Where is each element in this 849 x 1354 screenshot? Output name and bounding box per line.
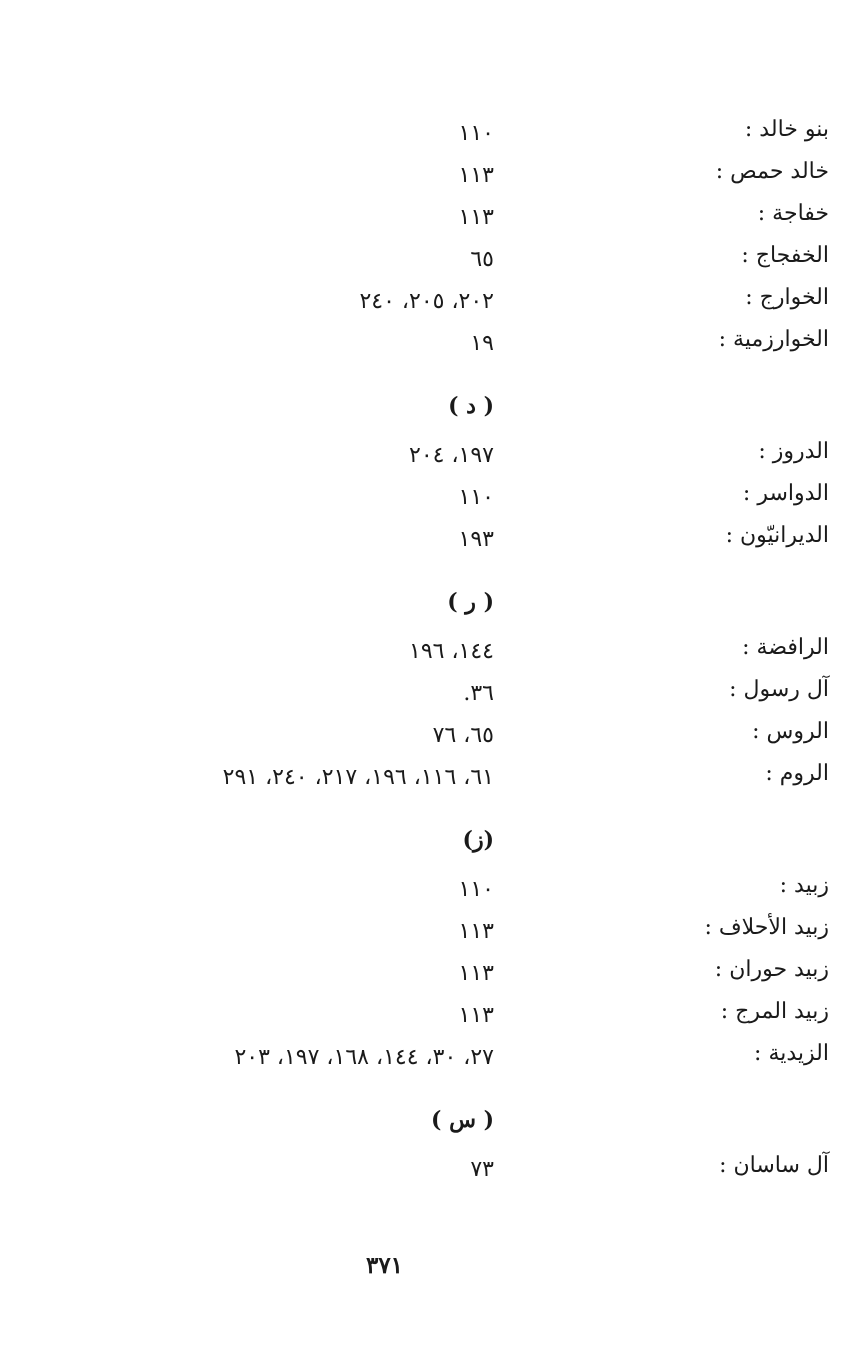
entry-term: زبيد الأحلاف : xyxy=(704,915,829,940)
entry-page-refs: ٢٧، ٣٠، ١٤٤، ١٦٨، ١٩٧، ٢٠٣ xyxy=(234,1045,494,1070)
entry-page-refs: ١١٣ xyxy=(458,1003,494,1028)
index-entry xyxy=(0,432,849,474)
entry-page-refs: ١١٠ xyxy=(458,121,494,146)
entry-page-refs: ١١٣ xyxy=(458,961,494,986)
entry-page-refs: ١١٠ xyxy=(458,877,494,902)
index-entry xyxy=(0,110,849,152)
entry-term: الخوارزمية : xyxy=(718,327,829,352)
entry-term: الخوارج : xyxy=(745,285,829,310)
entry-page-refs: ١٩٣ xyxy=(458,527,494,552)
index-entry xyxy=(0,866,849,908)
entry-page-refs: ١١٠ xyxy=(458,485,494,510)
entry-term: الخفجاج : xyxy=(741,243,829,268)
entry-page-refs: ١٩ xyxy=(470,331,494,356)
section-letter: (ز) xyxy=(462,827,494,853)
index-entry xyxy=(0,754,849,796)
entry-term: آل رسول : xyxy=(729,677,829,702)
section-letter: ( ر ) xyxy=(447,589,494,615)
entry-term: الديرانيّون : xyxy=(725,523,829,548)
entry-page-refs: ٦٥ xyxy=(470,247,494,272)
index-entry xyxy=(0,516,849,558)
entry-term: خفاجة : xyxy=(757,201,829,226)
letter-section-heading xyxy=(0,374,849,432)
entry-page-refs: ١١٣ xyxy=(458,919,494,944)
letter-section-heading xyxy=(0,570,849,628)
entry-page-refs: ٦٥، ٧٦ xyxy=(432,723,494,748)
index-entry xyxy=(0,992,849,1034)
index-entry xyxy=(0,628,849,670)
index-entry xyxy=(0,152,849,194)
index-entry xyxy=(0,278,849,320)
entry-page-refs: ١١٣ xyxy=(458,205,494,230)
entry-term: الروس : xyxy=(752,719,829,744)
entry-term: بنو خالد : xyxy=(744,117,829,142)
index-entry xyxy=(0,950,849,992)
entry-term: الدواسر : xyxy=(742,481,829,506)
entry-page-refs: ١١٣ xyxy=(458,163,494,188)
index-entry xyxy=(0,670,849,712)
entry-term: الرافضة : xyxy=(742,635,829,660)
index-entry xyxy=(0,474,849,516)
index-entry xyxy=(0,320,849,362)
entry-term: الروم : xyxy=(765,761,829,786)
letter-section-heading xyxy=(0,1088,849,1146)
entry-term: الدروز : xyxy=(758,439,829,464)
letter-section-heading xyxy=(0,808,849,866)
page-number: ٣٧١ xyxy=(365,1252,404,1279)
section-letter: ( د ) xyxy=(448,393,494,419)
entry-page-refs: ١٤٤، ١٩٦ xyxy=(409,639,494,664)
index-entry xyxy=(0,908,849,950)
index-entry xyxy=(0,1034,849,1076)
index-entry xyxy=(0,236,849,278)
entry-term: الزيدية : xyxy=(754,1041,829,1066)
entry-term: زبيد حوران : xyxy=(714,957,829,982)
entry-page-refs: ٧٣ xyxy=(470,1157,494,1182)
entry-page-refs: ٣٦. xyxy=(463,681,494,706)
index-entry xyxy=(0,712,849,754)
entry-term: آل ساسان : xyxy=(719,1153,829,1178)
section-letter: ( س ) xyxy=(431,1107,494,1133)
entry-page-refs: ٢٠٢، ٢٠٥، ٢٤٠ xyxy=(359,289,494,314)
entry-term: زبيد : xyxy=(779,873,829,898)
entry-page-refs: ٦١، ١١٦، ١٩٦، ٢١٧، ٢٤٠، ٢٩١ xyxy=(222,765,494,790)
index-entry xyxy=(0,1146,849,1188)
entry-page-refs: ١٩٧، ٢٠٤ xyxy=(409,443,494,468)
index-entries xyxy=(0,110,849,1188)
index-entry xyxy=(0,194,849,236)
entry-term: خالد حمص : xyxy=(715,159,829,184)
entry-term: زبيد المرج : xyxy=(720,999,829,1024)
